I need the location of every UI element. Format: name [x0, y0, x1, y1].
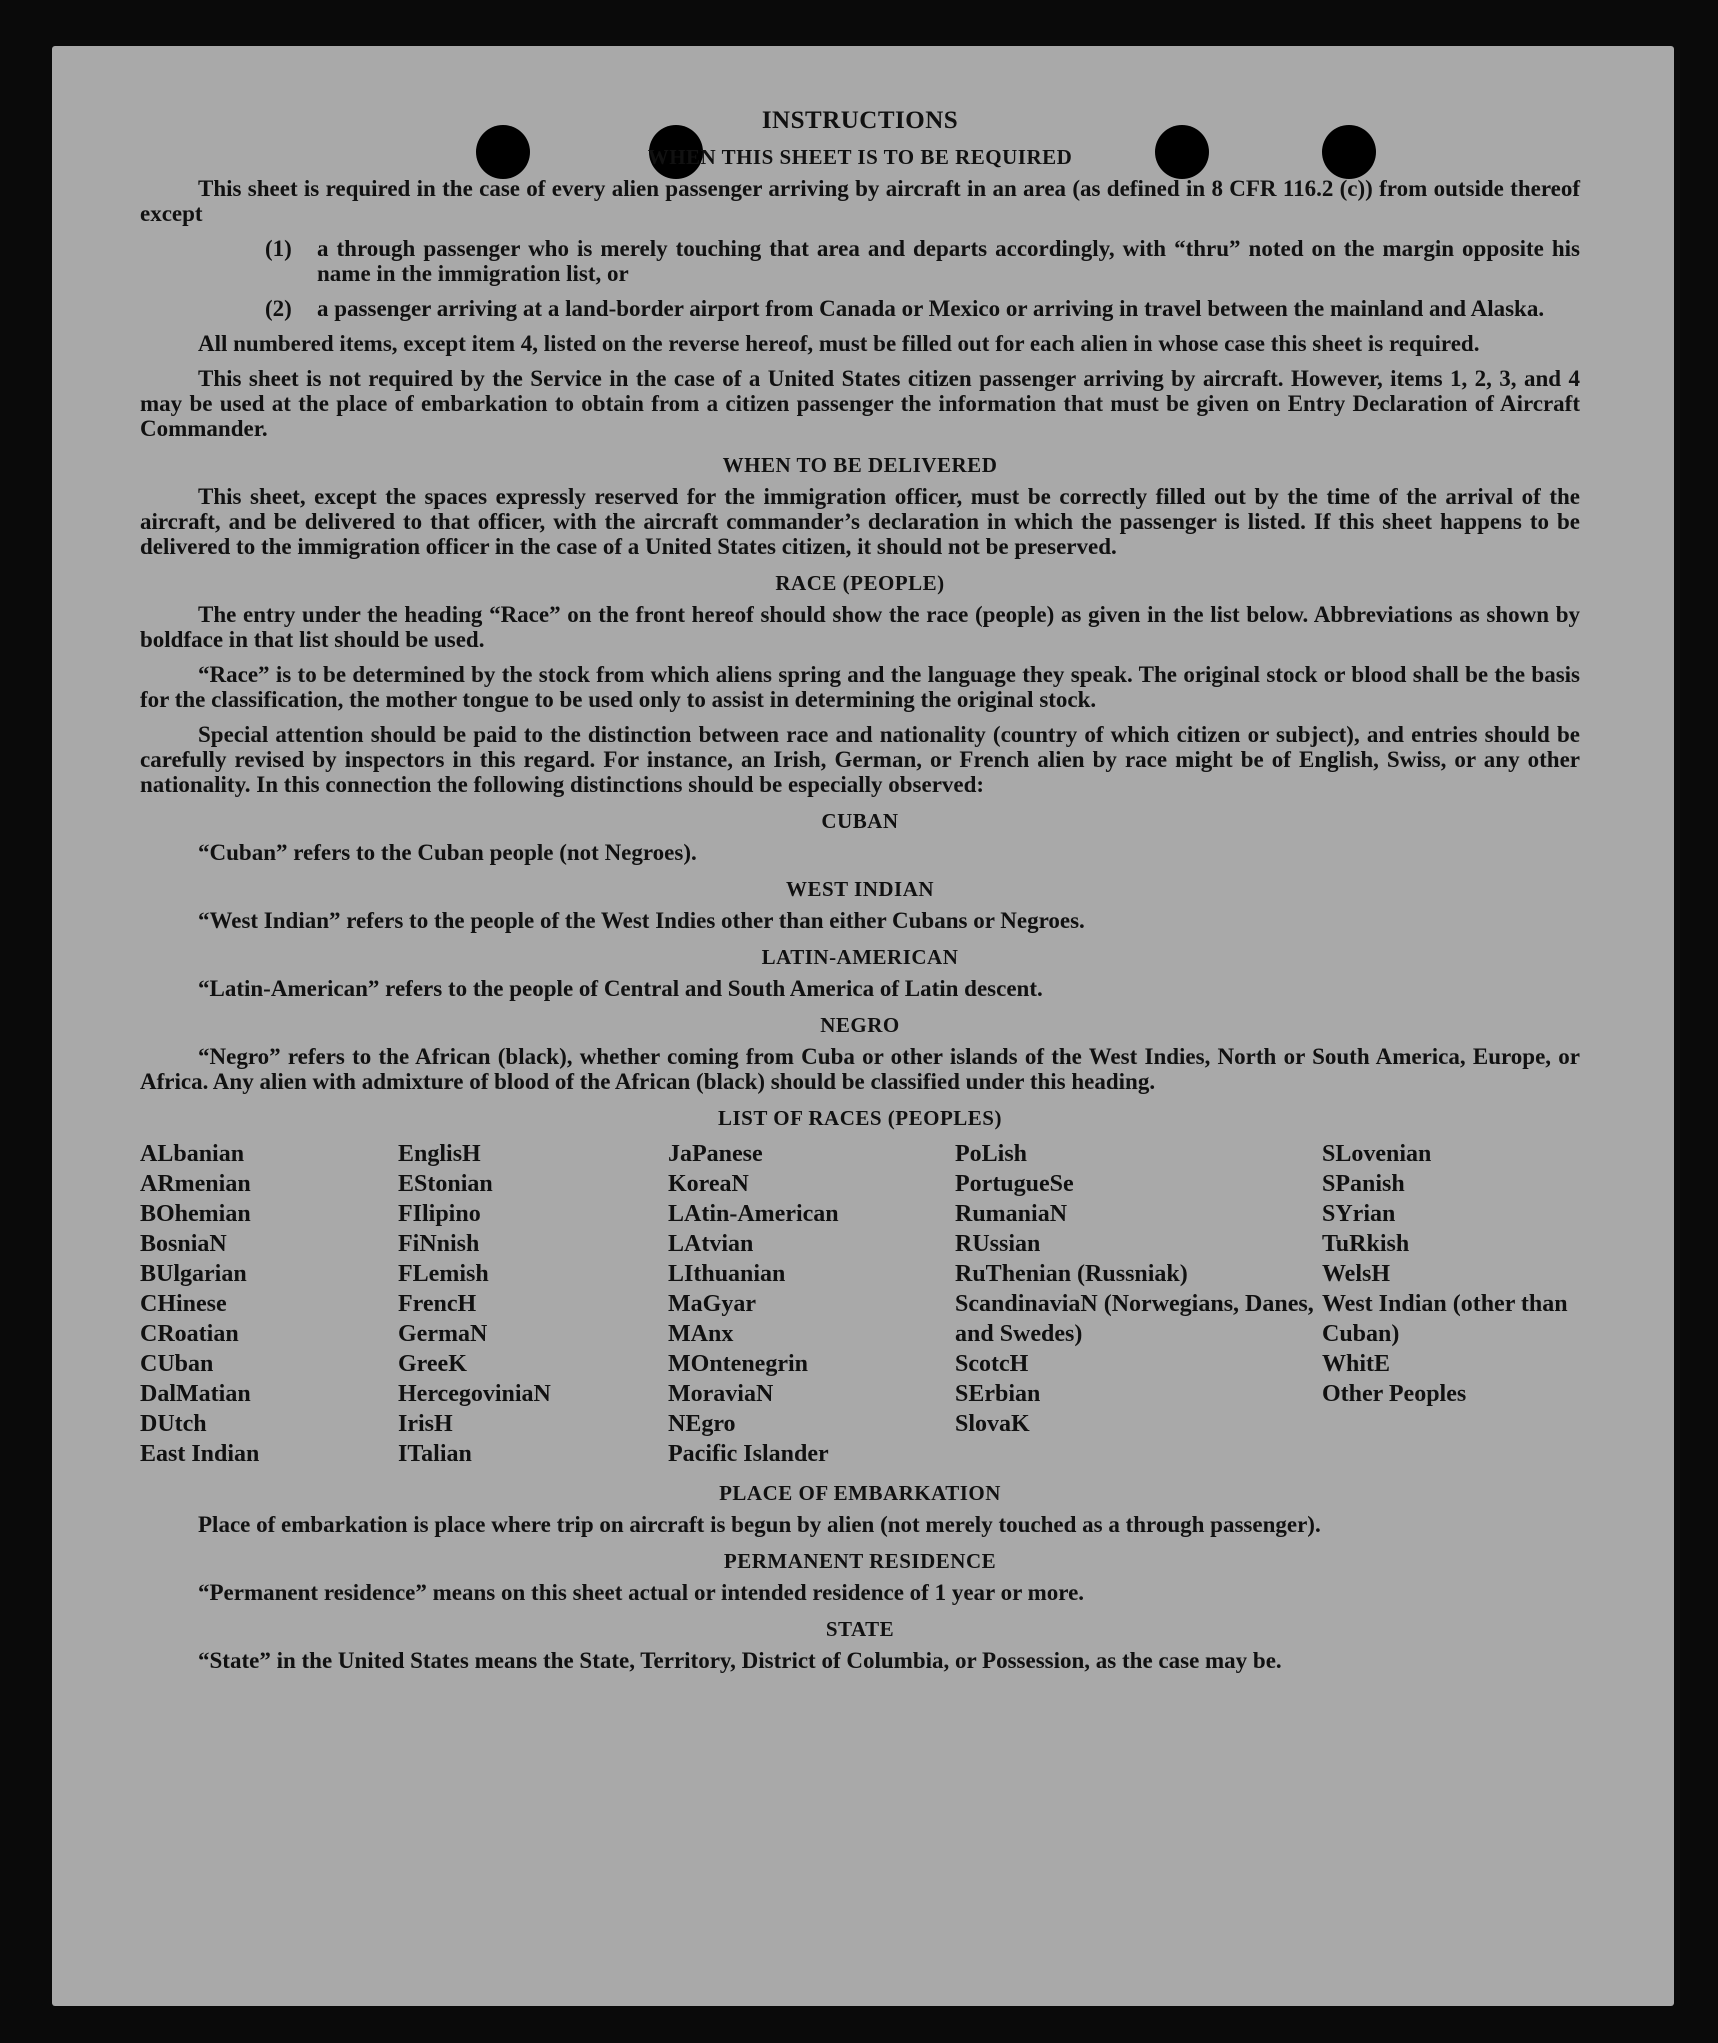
race-entry: CHinese: [140, 1291, 227, 1317]
section-heading-delivered: WHEN TO BE DELIVERED: [722, 453, 998, 477]
race-entry: IrisH: [398, 1411, 453, 1437]
race-entry: ITalian: [398, 1441, 472, 1467]
paragraph: “State” in the United States means the State, Territory, District of Columbia, or Possession, as the case may be.: [198, 1648, 1282, 1673]
race-entry: ScandinaviaN (Norwegians, Danes, and Swedes): [955, 1291, 1314, 1347]
race-entry: DUtch: [140, 1411, 207, 1437]
item-number: (2): [265, 296, 292, 321]
race-entry: FrencH: [398, 1291, 477, 1317]
race-entry: SlovaK: [955, 1411, 1030, 1437]
race-column: [668, 1139, 955, 1469]
paragraph: “Cuban” refers to the Cuban people (not Negroes).: [198, 840, 697, 865]
paragraph: This sheet, except the spaces expressly reserved for the immigration officer, must be correctly filled out by the time of the arrival of the aircraft, and be delivered to that officer, with the aircraft commander’s declaration in which the passenger is listed. If this sheet happens to be delivered to the immigration officer in the case of a United States citizen, it should not be preserved.: [140, 484, 1580, 559]
race-entry: HercegoviniaN: [398, 1381, 551, 1407]
race-entry: KoreaN: [668, 1171, 749, 1197]
section-heading-state: STATE: [825, 1617, 895, 1641]
paragraph: Place of embarkation is place where trip on aircraft is begun by alien (not merely touched as a through passenger).: [198, 1512, 1321, 1537]
paragraph: This sheet is not required by the Service in the case of a United States citizen passenger arriving by aircraft. However, items 1, 2, 3, and 4 may be used at the place of embarkation to obtain from a citizen passenger the information that must be given on Entry Declaration of Aircraft Commander.: [140, 366, 1580, 441]
page-title: INSTRUCTIONS: [761, 107, 959, 134]
race-entry: LAtin-American: [668, 1201, 839, 1227]
race-entry: SErbian: [955, 1381, 1041, 1407]
race-entry: CRoatian: [140, 1321, 239, 1347]
section-heading-required: WHEN THIS SHEET IS TO BE REQUIRED: [647, 145, 1073, 169]
race-entry: Pacific Islander: [668, 1441, 829, 1467]
race-entry: SLovenian: [1322, 1141, 1432, 1167]
race-entry: ARmenian: [140, 1171, 251, 1197]
list-item: [140, 236, 1580, 286]
instructions-body: [140, 108, 1580, 1683]
race-entry: RuThenian (Russniak): [955, 1261, 1188, 1287]
race-list: [140, 1139, 1580, 1469]
race-entry: EnglisH: [398, 1141, 481, 1167]
paragraph: “Race” is to be determined by the stock from which aliens spring and the language they speak. The original stock or blood shall be the basis for the classification, the mother tongue to be used only to assist in determining the original stock.: [140, 662, 1580, 712]
section-heading-latin-american: LATIN-AMERICAN: [761, 945, 959, 969]
item-text: a through passenger who is merely touching that area and departs accordingly, with “thru” noted on the margin opposite his name in the immigration list, or: [317, 236, 1580, 286]
race-entry: GermaN: [398, 1321, 488, 1347]
race-entry: MAnx: [668, 1321, 734, 1347]
paragraph: Special attention should be paid to the distinction between race and nationality (country of which citizen or subject), and entries should be carefully revised by inspectors in this regard. For instance, an Irish, German, or French alien by race might be of English, Swiss, or any other nationality. In this connection the following distinctions should be especially observed:: [140, 722, 1580, 797]
race-entry: LAtvian: [668, 1231, 754, 1257]
race-column: [1322, 1139, 1580, 1469]
race-column: [955, 1139, 1322, 1469]
race-entry: Other Peoples: [1322, 1381, 1467, 1407]
item-text: a passenger arriving at a land-border airport from Canada or Mexico or arriving in travel between the mainland and Alaska.: [317, 296, 1545, 321]
race-entry: FiNnish: [398, 1231, 480, 1257]
section-heading-embarkation: PLACE OF EMBARKATION: [719, 1481, 1001, 1505]
race-entry: GreeK: [398, 1351, 467, 1377]
race-entry: SPanish: [1322, 1171, 1405, 1197]
race-entry: FIlipino: [398, 1201, 481, 1227]
section-heading-race: RACE (PEOPLE): [775, 571, 945, 595]
section-heading-residence: PERMANENT RESIDENCE: [723, 1549, 997, 1573]
item-number: (1): [265, 236, 292, 261]
race-entry: WhitE: [1322, 1351, 1391, 1377]
section-heading-west-indian: WEST INDIAN: [785, 877, 935, 901]
race-entry: LIthuanian: [668, 1261, 786, 1287]
race-entry: WelsH: [1322, 1261, 1391, 1287]
paragraph: The entry under the heading “Race” on the front hereof should show the race (people) as given in the list below. Abbreviations as shown by boldface in that list should be used.: [140, 602, 1580, 652]
list-item: [140, 296, 1580, 321]
race-entry: FLemish: [398, 1261, 489, 1287]
paragraph: “Permanent residence” means on this sheet actual or intended residence of 1 year or more.: [198, 1580, 1085, 1605]
race-entry: JaPanese: [668, 1141, 763, 1167]
race-entry: BOhemian: [140, 1201, 251, 1227]
race-entry: SYrian: [1322, 1201, 1396, 1227]
paragraph: “Latin-American” refers to the people of Central and South America of Latin descent.: [198, 976, 1043, 1001]
section-heading-races: LIST OF RACES (PEOPLES): [718, 1106, 1002, 1130]
paragraph: All numbered items, except item 4, listed on the reverse hereof, must be filled out for each alien in whose case this sheet is required.: [198, 331, 1480, 356]
paragraph: “Negro” refers to the African (black), whether coming from Cuba or other islands of the West Indies, North or South America, Europe, or Africa. Any alien with admixture of blood of the African (black) should be classified under this heading.: [140, 1044, 1580, 1094]
race-entry: PoLish: [955, 1141, 1028, 1167]
race-entry: EStonian: [398, 1171, 493, 1197]
race-entry: ALbanian: [140, 1141, 245, 1167]
race-entry: East Indian: [140, 1441, 260, 1467]
race-entry: BUlgarian: [140, 1261, 247, 1287]
race-entry: RumaniaN: [955, 1201, 1068, 1227]
paragraph: “West Indian” refers to the people of the West Indies other than either Cubans or Negroes.: [198, 908, 1085, 933]
race-entry: MaGyar: [668, 1291, 756, 1317]
race-entry: NEgro: [668, 1411, 736, 1437]
section-heading-cuban: CUBAN: [821, 809, 899, 833]
race-entry: West Indian (other than Cuban): [1322, 1291, 1568, 1347]
race-entry: ScotcH: [955, 1351, 1029, 1377]
race-column: [140, 1139, 398, 1469]
race-entry: DalMatian: [140, 1381, 251, 1407]
race-column: [398, 1139, 668, 1469]
race-entry: RUssian: [955, 1231, 1041, 1257]
section-heading-negro: NEGRO: [820, 1013, 900, 1037]
race-entry: BosniaN: [140, 1231, 227, 1257]
race-entry: TuRkish: [1322, 1231, 1410, 1257]
paragraph: This sheet is required in the case of every alien passenger arriving by aircraft in an area (as defined in 8 CFR 116.2 (c)) from outside thereof except: [140, 176, 1580, 226]
race-entry: PortugueSe: [955, 1171, 1074, 1197]
race-entry: MoraviaN: [668, 1381, 774, 1407]
race-entry: MOntenegrin: [668, 1351, 808, 1377]
race-entry: CUban: [140, 1351, 214, 1377]
